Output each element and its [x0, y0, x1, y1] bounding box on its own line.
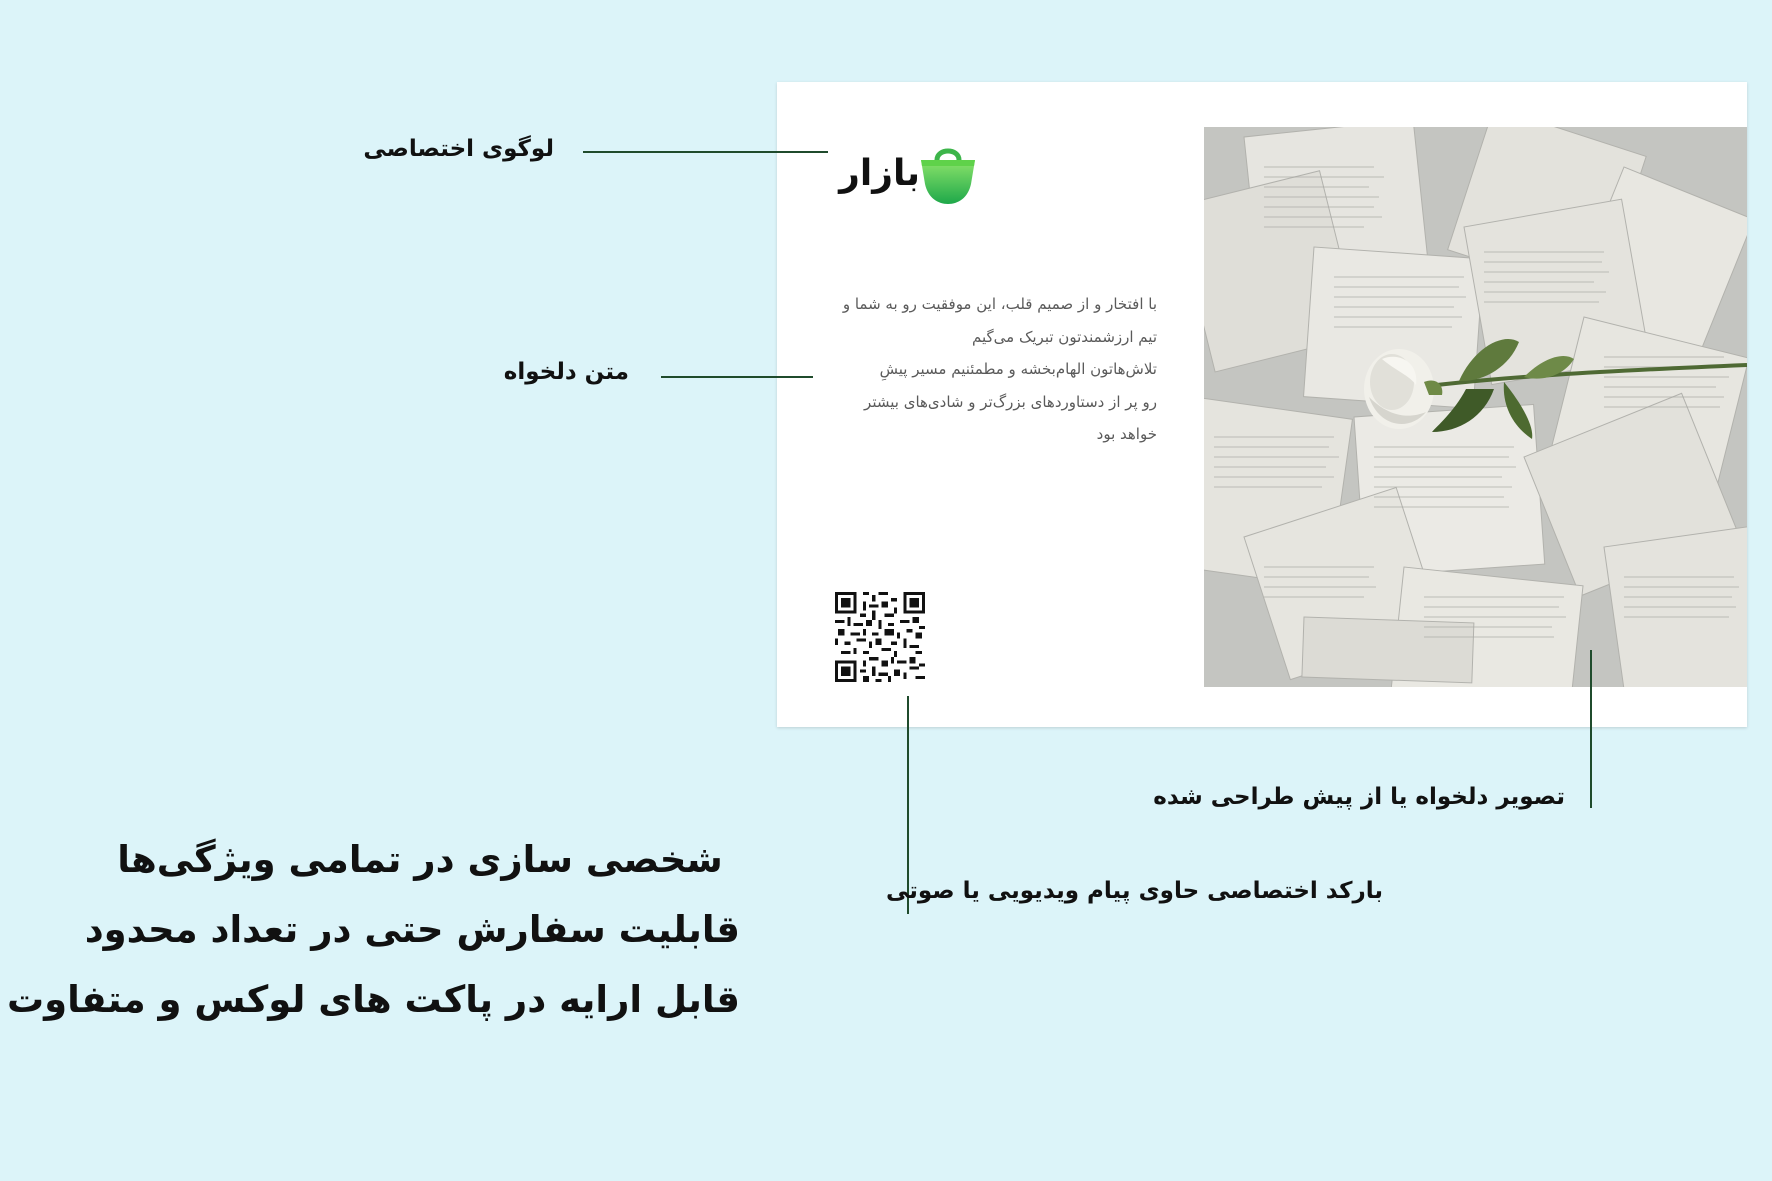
custom-message: [817, 288, 1157, 451]
text-callout-label: متن دلخواه: [503, 359, 629, 385]
message-line: خواهد بود: [1096, 425, 1157, 443]
bazaar-logo: [839, 142, 982, 212]
feature-item: قابلیت سفارش حتی در تعداد محدود: [84, 908, 740, 951]
feature-item: قابل ارایه در پاکت های لوکس و متفاوت: [6, 978, 740, 1021]
message-line: با افتخار و از صمیم قلب، این موفقیت رو به شما و: [842, 295, 1157, 313]
message-line: تلاش‌هاتون الهام‌بخشه و مطمئنیم مسیر پیشِ: [879, 360, 1157, 378]
shopping-bag-icon: [918, 142, 978, 206]
feature-item: شخصی سازی در تمامی ویژگی‌ها: [117, 838, 723, 881]
logo-connector-line: [583, 151, 828, 153]
feature-list: [6, 825, 740, 1035]
greeting-card: [777, 82, 1747, 727]
message-line: رو پر از دستاوردهای بزرگ‌تر و شادی‌های بیشتر: [864, 392, 1157, 411]
rose-photo: [1204, 127, 1747, 687]
qr-code-icon: [835, 592, 925, 682]
message-line: تیم ارزشمندتون تبریک می‌گیم: [972, 327, 1157, 346]
logo-callout-label: لوگوی اختصاصی: [363, 136, 554, 162]
barcode-callout-label: بارکد اختصاصی حاوی پیام ویدیویی یا صوتی: [886, 878, 1383, 904]
image-connector-line: [1590, 650, 1592, 808]
logo-text: بازار: [839, 153, 920, 194]
image-callout-label: تصویر دلخواه یا از پیش طراحی شده: [1153, 784, 1565, 810]
text-connector-line: [661, 376, 813, 378]
